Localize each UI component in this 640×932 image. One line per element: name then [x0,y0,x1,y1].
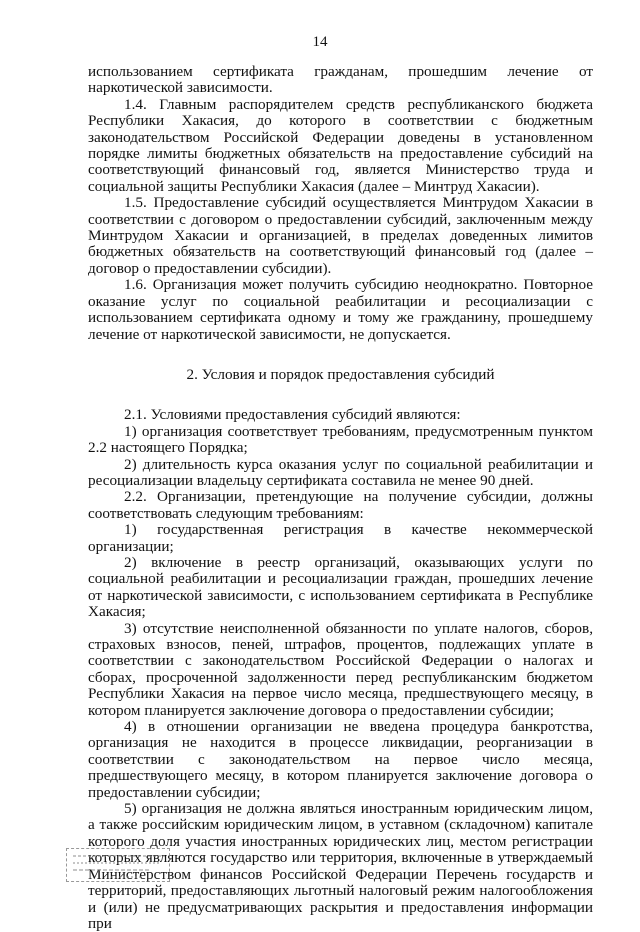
paragraph-continuation: использованием сертификата гражданам, прошедшим лечение от наркотической зависимости. [88,63,593,97]
list-item: 2) включение в реестр организаций, оказывающих услуги по социальной реабилитации и ресоциализации граждан, прошедших лечение от наркотической зависимости, с использованием сертификата в Республике Хакасия; [88,553,593,621]
paragraph-1-4: 1.4. Главным распорядителем средств республиканского бюджета Республики Хакасия, до которого в соответствии с бюджетным законодательством Российской Федерации доведены в установленном порядке лимиты бюджетных обязательств на предоставление субсидий на соответствующий финансовый год, является Министерство труда и социальной защиты Республики Хакасия (далее – Минтруд Хакасии). [88,95,593,195]
paragraph-2-1: 2.1. Условиями предоставления субсидий являются: [124,406,461,424]
list-item: 4) в отношении организации не введена процедура банкротства, организация не находится в процессе ликвидации, реорганизации в соответствии с законодательством на первое число месяца, предшествующего месяцу, в котором планируется заключение договора о предоставлении субсидии; [88,718,593,801]
list-item: 1) государственная регистрация в качестве некоммерческой организации; [88,521,593,555]
paragraph-1-5: 1.5. Предоставление субсидий осуществляется Минтрудом Хакасии в соответствии с договором о предоставлении субсидий, заключенным между Минтрудом Хакасии и организацией, в пределах доведенных лимитов бюджетных обязательств на соответствующий финансовый год (далее – договор о предоставлении субсидии). [88,194,593,277]
document-body [88,64,593,932]
list-item: 5) организация не должна являться иностранным юридическим лицом, а также российским юридическим лицом, в уставном (складочном) капитале которого доля участия иностранных юридических лиц, местом регистрации которых являются государство или территория, включенные в утверждаемый Министерством финансов Российской Федерации Перечень государств и территорий, предоставляющих льготный налоговый режим налогообложения и (или) не предусматривающих раскрытия и предоставления информации при [88,800,593,932]
paragraph-2-2: 2.2. Организации, претендующие на получение субсидии, должны соответствовать следующим требованиям: [88,488,593,522]
list-item: 3) отсутствие неисполненной обязанности по уплате налогов, сборов, страховых взносов, пеней, штрафов, процентов, подлежащих уплате в соответствии с законодательством Российской Федерации о налогах и сборах, просроченной задолженности перед республиканским бюджетом Республики Хакасия на первое число месяца, предшествующего месяцу, в котором планируется заключение договора о предоставлении субсидии; [88,619,593,719]
stamp-lines [71,852,167,880]
paragraph-1-6: 1.6. Организация может получить субсидию неоднократно. Повторное оказание услуг по социальной реабилитации и ресоциализации с использованием сертификата одному и тому же гражданину, прошедшему лечение от наркотической зависимости, не допускается. [88,276,593,343]
section-heading: 2. Условия и порядок предоставления субсидий [186,365,495,383]
list-item: 1) организация соответствует требованиям, предусмотренным пунктом 2.2 настоящего Порядка; [88,422,593,457]
page-number: 14 [312,34,328,50]
registration-stamp [66,848,170,882]
list-item: 2) длительность курса оказания услуг по социальной реабилитации и ресоциализации владельцу сертификата составила не менее 90 дней. [88,455,593,489]
